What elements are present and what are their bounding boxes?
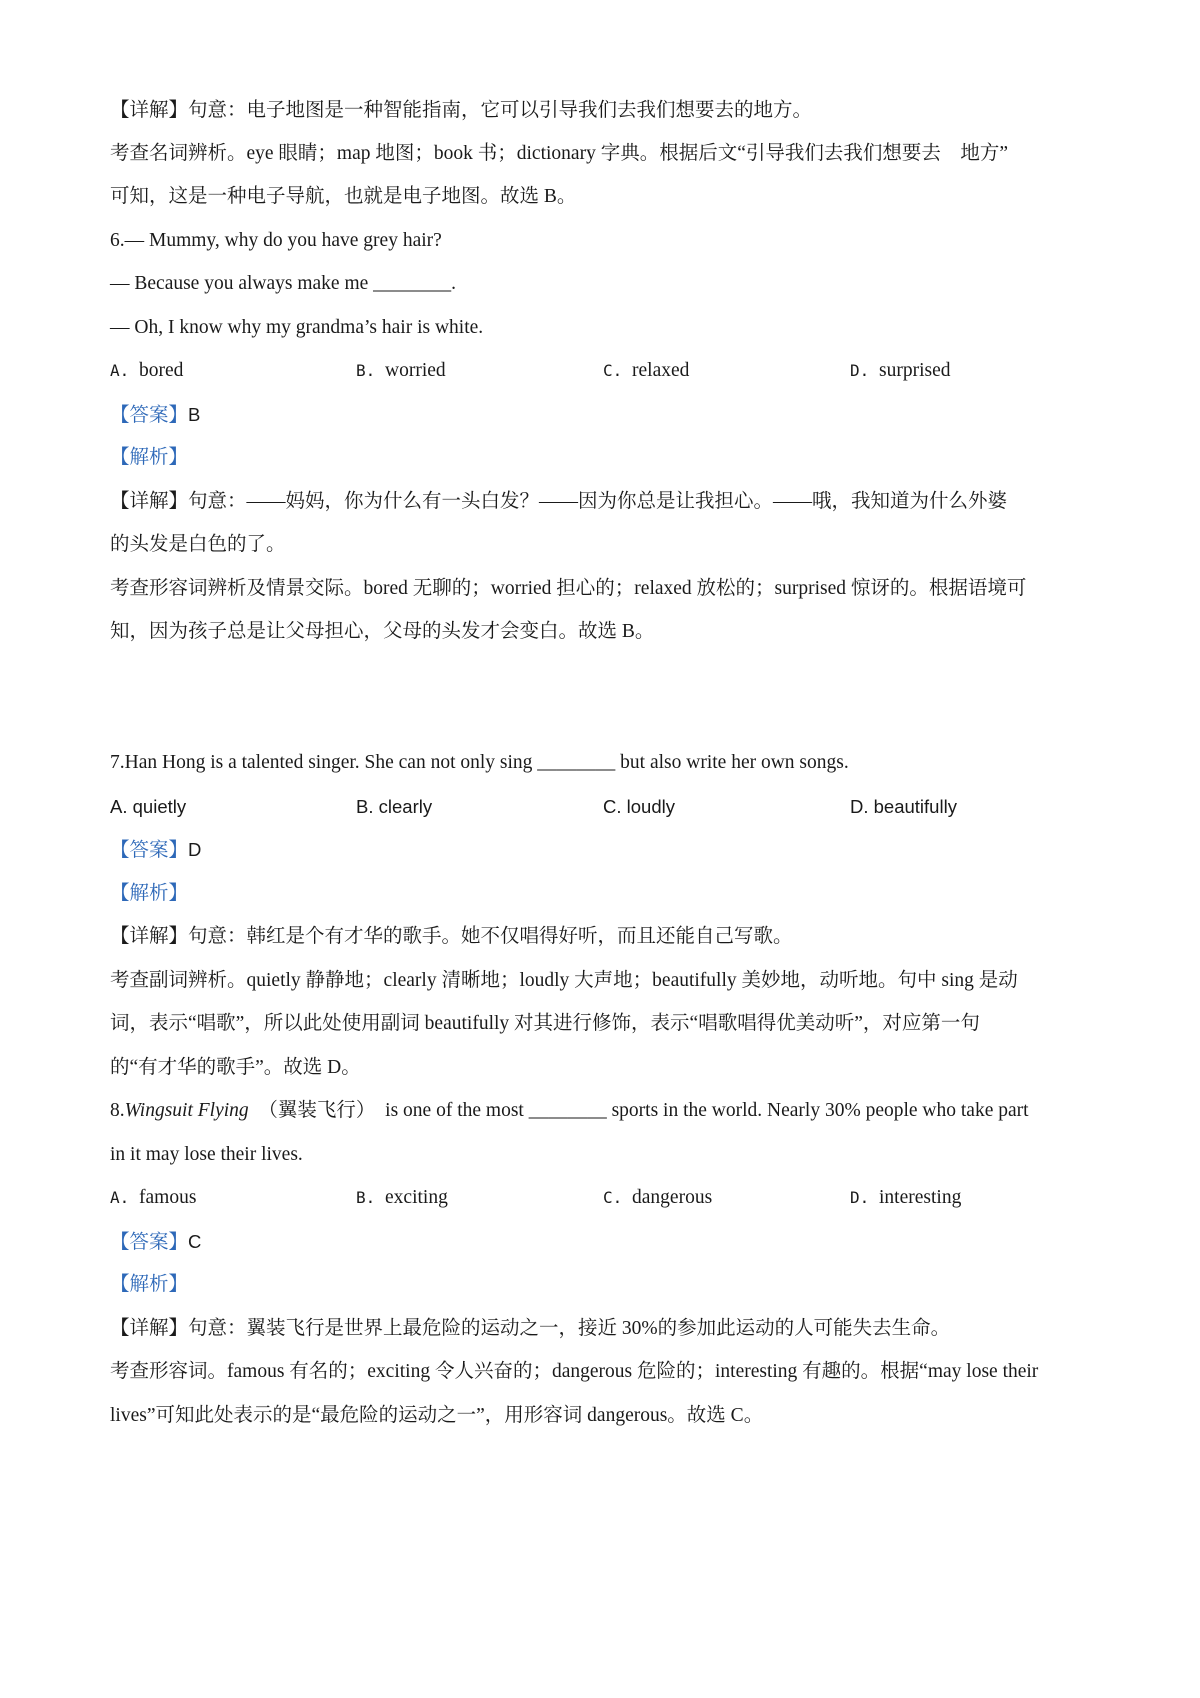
q6-explain-tag: 【解析】 — [110, 447, 189, 468]
detail-tag: 【详解】 — [110, 491, 189, 512]
option-text: interesting — [879, 1187, 962, 1208]
option-text: dangerous — [632, 1187, 713, 1208]
answer-tag: 【答案】 — [110, 405, 189, 426]
q6-detail-line-2: 的头发是白色的了。 — [110, 534, 286, 555]
q6-stem-line-1: 6.— Mummy, why do you have grey hair? — [110, 230, 442, 251]
q5-detail — [110, 98, 812, 124]
option-label: D. — [850, 796, 869, 817]
detail-text: 句意：韩红是个有才华的歌手。她不仅唱得好听，而且还能自己写歌。 — [188, 926, 793, 947]
answer-value: C — [188, 1231, 202, 1252]
q8-analysis-line-2: lives”可知此处表示的是“最危险的运动之一”，用形容词 dangerous。故选 C。 — [110, 1405, 764, 1426]
option-text: exciting — [385, 1187, 448, 1208]
q7-analysis-line-1: 考查副词辨析。quietly 静静地；clearly 清晰地；loudly 大声地；beautifully 美妙地，动听地。句中 sing 是动 — [110, 970, 1018, 991]
q7-detail — [110, 924, 793, 950]
q8-stem-line-2: in it may lose their lives. — [110, 1144, 303, 1165]
option-label: C. — [603, 361, 623, 380]
option-label: B. — [356, 796, 374, 817]
question-title: Wingsuit Flying — [124, 1100, 249, 1121]
option-text: famous — [139, 1187, 197, 1208]
q7-options — [110, 794, 1110, 820]
option-label: C. — [603, 796, 622, 817]
q6-option-d — [850, 358, 951, 384]
q8-answer — [110, 1229, 201, 1256]
q7-analysis-line-2: 词，表示“唱歌”，所以此处使用副词 beautifully 对其进行修饰，表示“唱歌唱得优美动听”，对应第一句 — [110, 1013, 980, 1034]
q5-analysis-line-1: 考查名词辨析。eye 眼睛；map 地图；book 书；dictionary 字典。根据后文“引导我们去我们想要去 地方” — [110, 143, 1009, 164]
q6-option-c — [603, 358, 689, 384]
q8-option-a — [110, 1185, 196, 1211]
detail-tag: 【详解】 — [110, 1318, 189, 1339]
option-text: bored — [139, 360, 184, 381]
q7-option-d — [850, 794, 957, 820]
option-text: quietly — [132, 796, 187, 817]
q7-stem: 7.Han Hong is a talented singer. She can not only sing ________ but also write her own songs. — [110, 752, 849, 773]
option-label: B. — [356, 1188, 376, 1207]
q6-option-b — [356, 358, 446, 384]
q7-option-a — [110, 794, 186, 820]
option-label: C. — [603, 1188, 623, 1207]
q6-options — [110, 358, 1110, 384]
q8-analysis-line-1: 考查形容词。famous 有名的；exciting 令人兴奋的；dangerous 危险的；interesting 有趣的。根据“may lose their — [110, 1361, 1039, 1382]
q6-option-a — [110, 358, 183, 384]
option-text: worried — [385, 360, 446, 381]
q7-option-c — [603, 794, 675, 820]
q8-detail — [110, 1316, 950, 1342]
detail-tag: 【详解】 — [110, 100, 189, 121]
q8-option-b — [356, 1185, 448, 1211]
option-label: D. — [850, 1188, 870, 1207]
stem-text: （翼装飞行） is one of the most ________ sports in the world. Nearly 30% people who take part — [248, 1100, 1029, 1121]
q6-detail-line-1 — [110, 489, 1007, 515]
question-number: 8. — [110, 1100, 125, 1121]
answer-value: D — [188, 839, 202, 860]
detail-text: 句意：电子地图是一种智能指南，它可以引导我们去我们想要去的地方。 — [188, 100, 813, 121]
q5-analysis-line-2: 可知，这是一种电子导航，也就是电子地图。故选 B。 — [110, 186, 577, 207]
q6-answer — [110, 402, 200, 429]
q6-stem-line-2: — Because you always make me ________. — [110, 273, 457, 294]
q8-options — [110, 1185, 1110, 1211]
q8-option-d — [850, 1185, 961, 1211]
option-text: loudly — [626, 796, 675, 817]
answer-tag: 【答案】 — [110, 1232, 189, 1253]
q8-explain-tag: 【解析】 — [110, 1274, 189, 1295]
detail-tag: 【详解】 — [110, 926, 189, 947]
q7-answer — [110, 837, 201, 864]
q7-analysis-line-3: 的“有才华的歌手”。故选 D。 — [110, 1057, 361, 1078]
q7-option-b — [356, 794, 432, 820]
answer-tag: 【答案】 — [110, 840, 189, 861]
q6-stem-line-3: — Oh, I know why my grandma’s hair is white. — [110, 317, 484, 338]
detail-text: 句意：翼装飞行是世界上最危险的运动之一，接近 30%的参加此运动的人可能失去生命。 — [188, 1318, 951, 1339]
answer-value: B — [188, 404, 201, 425]
option-text: relaxed — [632, 360, 690, 381]
q6-analysis-line-2: 知，因为孩子总是让父母担心，父母的头发才会变白。故选 B。 — [110, 621, 655, 642]
option-text: clearly — [378, 796, 433, 817]
option-label: B. — [356, 361, 376, 380]
option-label: D. — [850, 361, 870, 380]
detail-text: 句意：——妈妈，你为什么有一头白发？——因为你总是让我担心。——哦，我知道为什么外婆 — [188, 491, 1008, 512]
option-text: surprised — [879, 360, 951, 381]
q8-option-c — [603, 1185, 712, 1211]
option-text: beautifully — [873, 796, 957, 817]
q6-analysis-line-1: 考查形容词辨析及情景交际。bored 无聊的；worried 担心的；relaxed 放松的；surprised 惊讶的。根据语境可 — [110, 578, 1027, 599]
option-label: A. — [110, 1188, 130, 1207]
q7-explain-tag: 【解析】 — [110, 883, 189, 904]
option-label: A. — [110, 796, 128, 817]
option-label: A. — [110, 361, 130, 380]
q8-stem-line-1 — [110, 1098, 1029, 1124]
